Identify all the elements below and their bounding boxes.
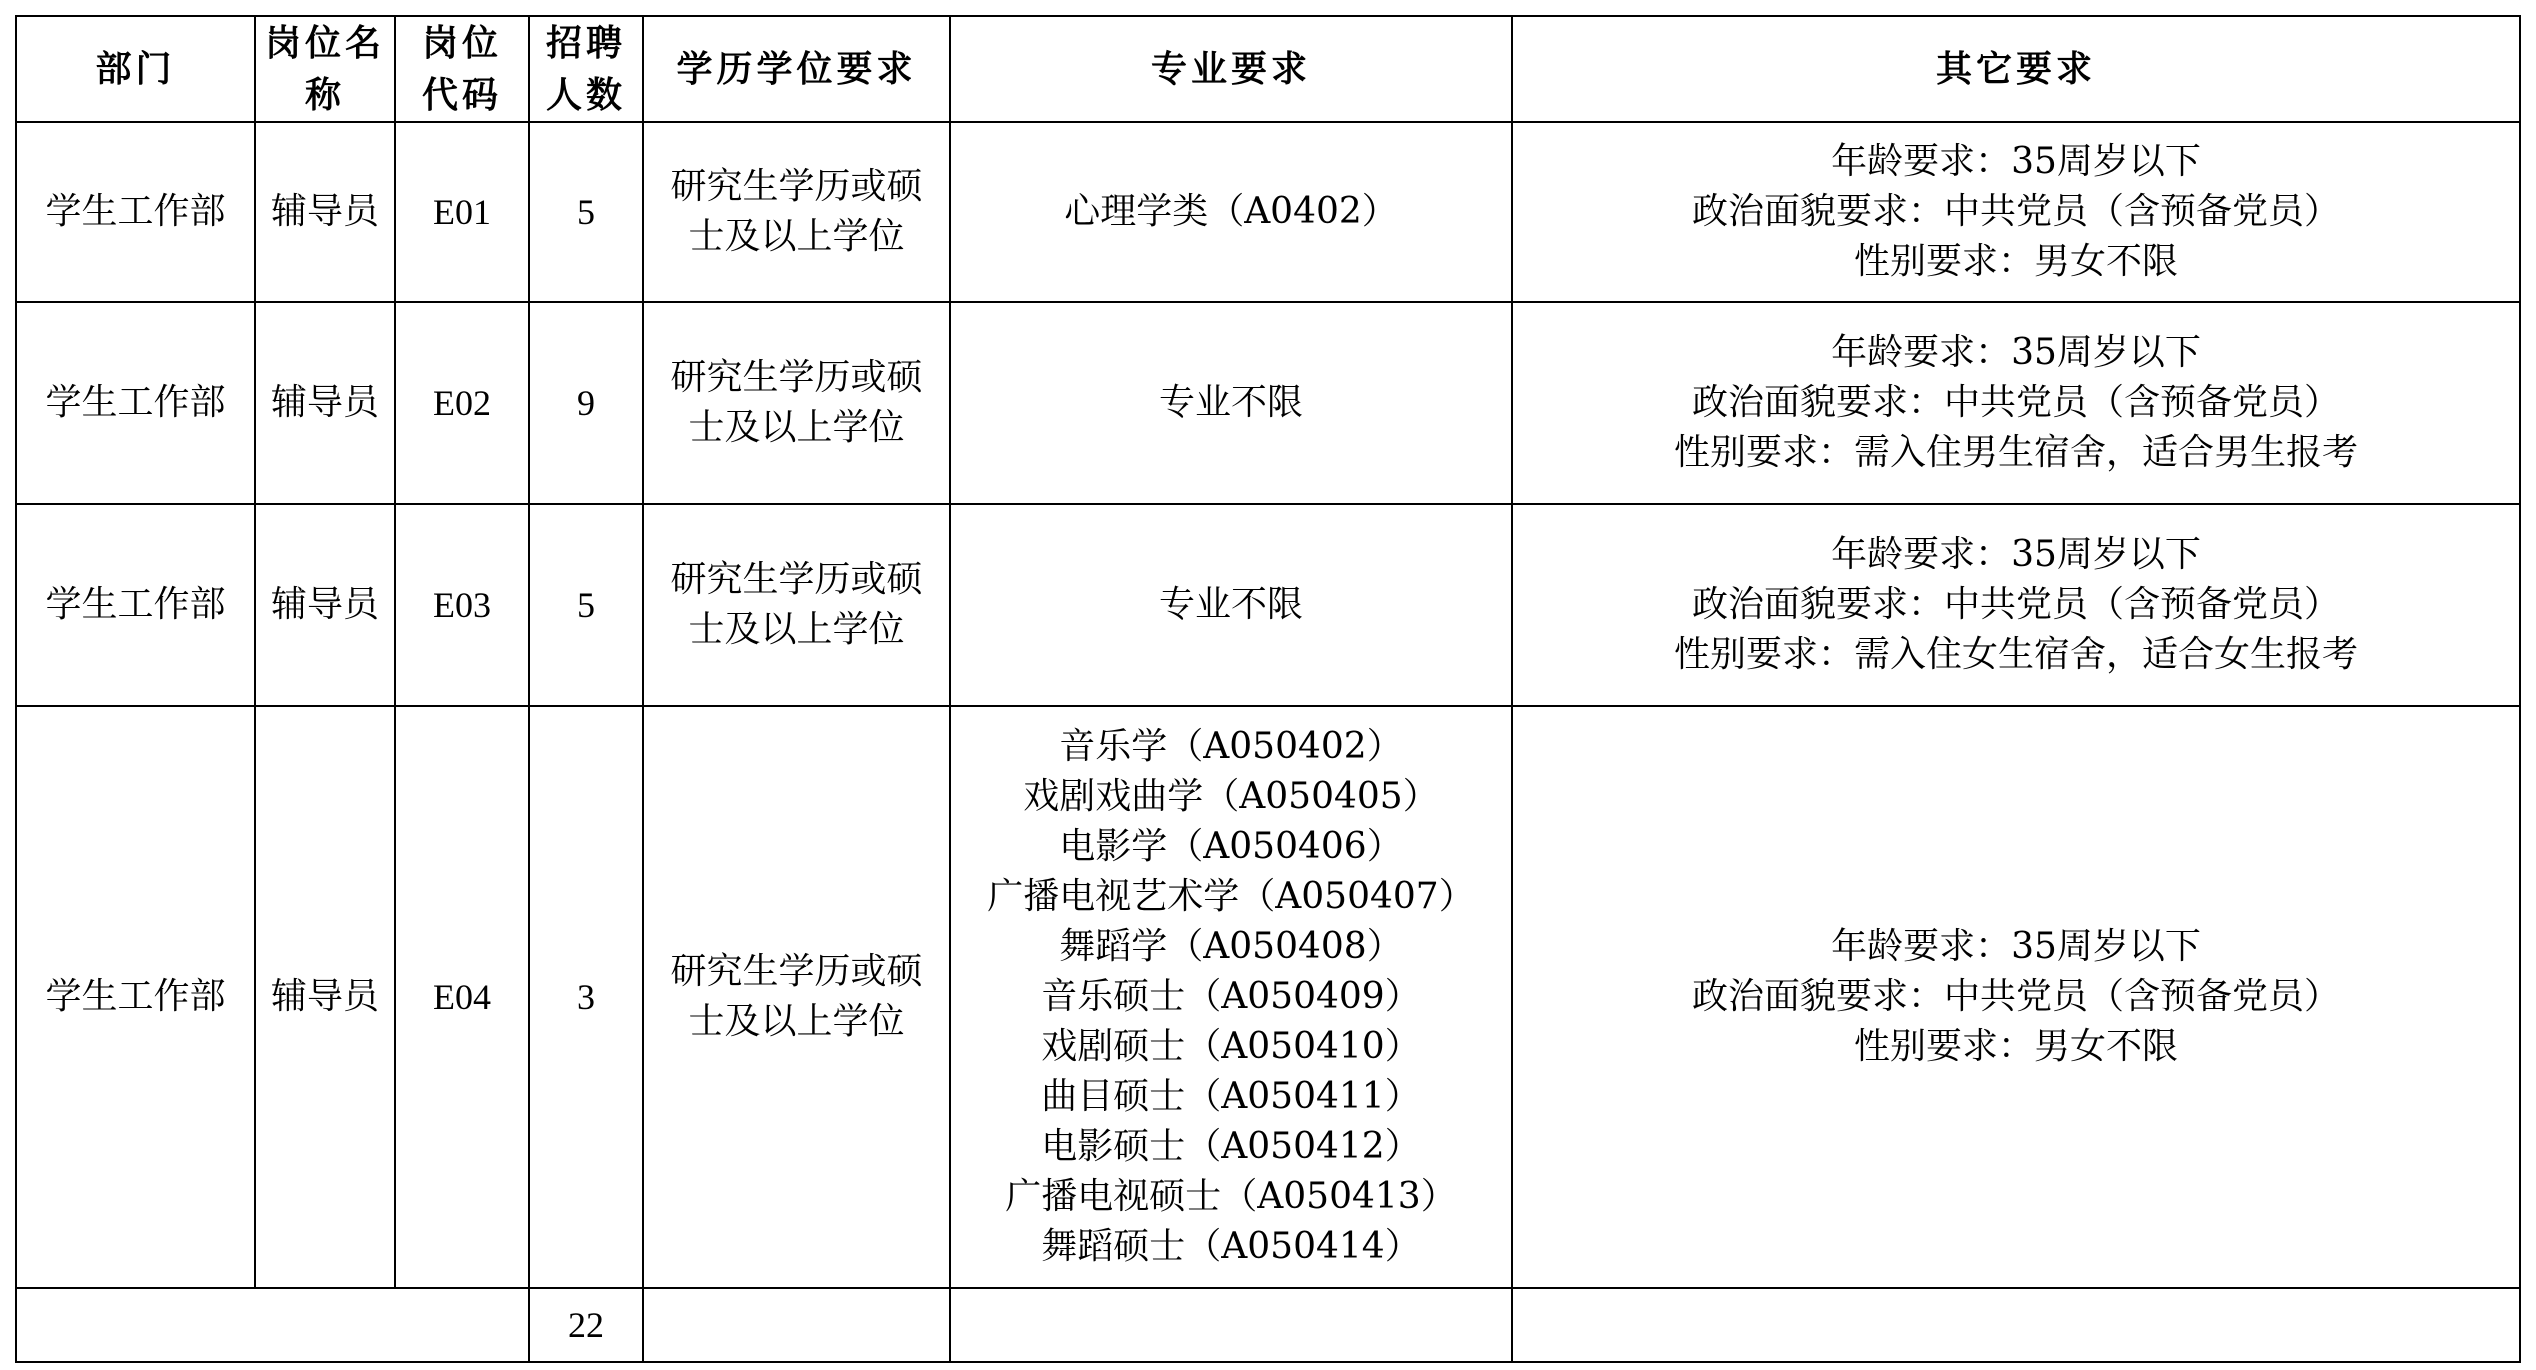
table-row <box>16 706 2520 1288</box>
count-cell: 9 <box>529 302 643 504</box>
position-cell: 辅导员 <box>255 302 395 504</box>
major-cell: 音乐学（A050402） 戏剧戏曲学（A050405） 电影学（A050406） 广播电视艺术学（A050407） 舞蹈学（A050408） 音乐硕士（A050409） 戏剧硕士（A050410） 曲目硕士（A050411） 电影硕士（A050412） 广播电视硕士（A050413） 舞蹈硕士（A050414） <box>950 706 1512 1288</box>
code-cell: E02 <box>395 302 529 504</box>
code-cell: E01 <box>395 122 529 302</box>
count-cell: 3 <box>529 706 643 1288</box>
education-cell: 研究生学历或硕 士及以上学位 <box>643 122 950 302</box>
major-cell: 专业不限 <box>950 302 1512 504</box>
position-cell: 辅导员 <box>255 504 395 706</box>
other-cell: 年龄要求：35周岁以下 政治面貌要求：中共党员（含预备党员） 性别要求：需入住男生宿舍，适合男生报考 <box>1512 302 2520 504</box>
total-blank-cell <box>16 1288 529 1362</box>
position-cell: 辅导员 <box>255 122 395 302</box>
dept-cell: 学生工作部 <box>16 122 255 302</box>
education-cell: 研究生学历或硕 士及以上学位 <box>643 706 950 1288</box>
total-empty-cell <box>1512 1288 2520 1362</box>
recruitment-table <box>15 15 2521 1363</box>
header-position-name: 岗位名 称 <box>255 16 395 122</box>
position-cell: 辅导员 <box>255 706 395 1288</box>
table-row <box>16 504 2520 706</box>
total-empty-cell <box>950 1288 1512 1362</box>
total-row <box>16 1288 2520 1362</box>
dept-cell: 学生工作部 <box>16 504 255 706</box>
major-cell: 心理学类（A0402） <box>950 122 1512 302</box>
count-cell: 5 <box>529 504 643 706</box>
dept-cell: 学生工作部 <box>16 706 255 1288</box>
header-headcount: 招聘 人数 <box>529 16 643 122</box>
count-cell: 5 <box>529 122 643 302</box>
other-cell: 年龄要求：35周岁以下 政治面貌要求：中共党员（含预备党员） 性别要求：男女不限 <box>1512 122 2520 302</box>
dept-cell: 学生工作部 <box>16 302 255 504</box>
code-cell: E03 <box>395 504 529 706</box>
major-cell: 专业不限 <box>950 504 1512 706</box>
other-cell: 年龄要求：35周岁以下 政治面貌要求：中共党员（含预备党员） 性别要求：需入住女生宿舍，适合女生报考 <box>1512 504 2520 706</box>
table-row <box>16 302 2520 504</box>
code-cell: E04 <box>395 706 529 1288</box>
table-row <box>16 122 2520 302</box>
other-cell: 年龄要求：35周岁以下 政治面貌要求：中共党员（含预备党员） 性别要求：男女不限 <box>1512 706 2520 1288</box>
header-major: 专业要求 <box>950 16 1512 122</box>
header-position-code: 岗位 代码 <box>395 16 529 122</box>
header-dept: 部门 <box>16 16 255 122</box>
education-cell: 研究生学历或硕 士及以上学位 <box>643 302 950 504</box>
header-row <box>16 16 2520 122</box>
total-count-cell: 22 <box>529 1288 643 1362</box>
header-other: 其它要求 <box>1512 16 2520 122</box>
education-cell: 研究生学历或硕 士及以上学位 <box>643 504 950 706</box>
total-empty-cell <box>643 1288 950 1362</box>
header-education: 学历学位要求 <box>643 16 950 122</box>
